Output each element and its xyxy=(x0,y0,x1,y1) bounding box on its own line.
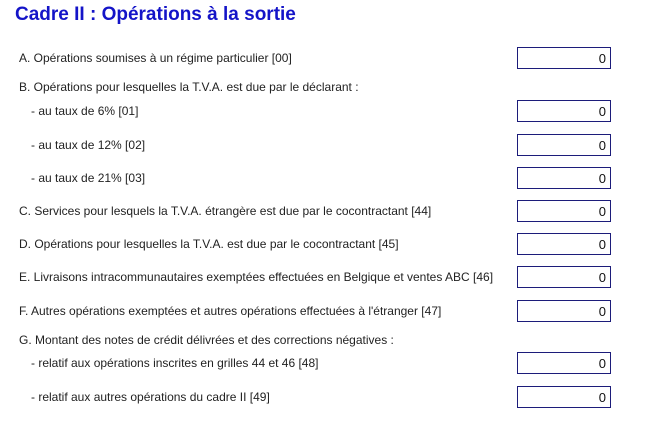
row-label: E. Livraisons intracommunautaires exemptées effectuées en Belgique et ventes ABC [46] xyxy=(19,270,494,284)
grid-46-input[interactable] xyxy=(517,266,611,288)
row-45 xyxy=(0,233,662,257)
row-49 xyxy=(0,386,662,410)
row-44 xyxy=(0,200,662,224)
grid-48-input[interactable] xyxy=(517,352,611,374)
row-47 xyxy=(0,300,662,324)
row-label: F. Autres opérations exemptées et autres opérations effectuées à l'étranger [47] xyxy=(19,304,442,318)
row-label: - au taux de 12% [02] xyxy=(31,138,146,152)
section-heading-label: G. Montant des notes de crédit délivrées et des corrections négatives : xyxy=(19,333,394,347)
grid-01-input[interactable] xyxy=(517,100,611,122)
row-01 xyxy=(0,100,662,124)
grid-03-input[interactable] xyxy=(517,167,611,189)
row-label: - relatif aux autres opérations du cadre II [49] xyxy=(31,390,270,404)
grid-44-input[interactable] xyxy=(517,200,611,222)
row-46 xyxy=(0,266,662,290)
row-label: - relatif aux opérations inscrites en grilles 44 et 46 [48] xyxy=(31,356,319,370)
grid-45-input[interactable] xyxy=(517,233,611,255)
grid-49-input[interactable] xyxy=(517,386,611,408)
grid-02-input[interactable] xyxy=(517,134,611,156)
row-label: - au taux de 21% [03] xyxy=(31,171,146,185)
section-heading-label: B. Opérations pour lesquelles la T.V.A. est due par le déclarant : xyxy=(19,80,359,94)
row-02 xyxy=(0,134,662,158)
row-label: C. Services pour lesquels la T.V.A. étrangère est due par le cocontractant [44] xyxy=(19,204,432,218)
row-48 xyxy=(0,352,662,376)
row-03 xyxy=(0,167,662,191)
row-00 xyxy=(0,47,662,71)
grid-00-input[interactable] xyxy=(517,47,611,69)
row-label: A. Opérations soumises à un régime particulier [00] xyxy=(19,51,292,65)
row-label: - au taux de 6% [01] xyxy=(31,104,139,118)
row-label: D. Opérations pour lesquelles la T.V.A. est due par le cocontractant [45] xyxy=(19,237,399,251)
grid-47-input[interactable] xyxy=(517,300,611,322)
page-title: Cadre II : Opérations à la sortie xyxy=(15,4,296,25)
